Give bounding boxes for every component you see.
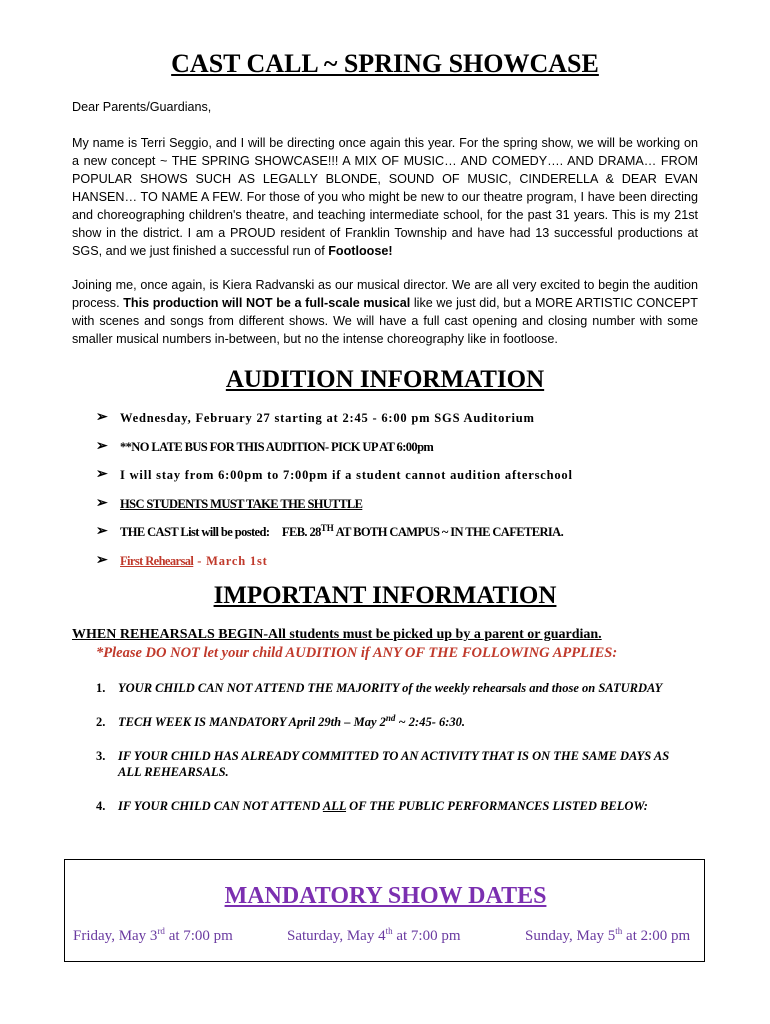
list-item: 4. IF YOUR CHILD CAN NOT ATTEND ALL OF THE PUBLIC PERFORMANCES LISTED BELOW:	[96, 799, 648, 813]
important-heading: IMPORTANT INFORMATION	[213, 582, 557, 609]
show-dates-box	[64, 859, 705, 962]
director-paragraph	[72, 276, 698, 348]
list-item: 2. TECH WEEK IS MANDATORY April 29th – May 2nd ~ 2:45- 6:30.	[96, 712, 466, 729]
list-item	[96, 410, 573, 439]
director-text-a: Joining me, once again, is Kiera Radvanski as our musical director. We are all very excited to begin the audition process.	[72, 278, 698, 310]
do-not-audition-warning: *Please DO NOT let your child AUDITION if ANY OF THE FOLLOWING APPLIES:	[96, 645, 618, 661]
list-item: 1. YOUR CHILD CAN NOT ATTEND THE MAJORITY of the weekly rehearsals and those on SATURDAY	[96, 681, 663, 695]
list-item	[96, 439, 573, 468]
list-item	[96, 467, 573, 496]
arrow-bullet-icon: ➢	[96, 467, 108, 482]
audition-heading: AUDITION INFORMATION	[225, 366, 545, 393]
arrow-bullet-icon: ➢	[96, 495, 108, 511]
list-item: 3. IF YOUR CHILD HAS ALREADY COMMITTED TO AN ACTIVITY THAT IS ON THE SAME DAYS AS ALL REHEARSALS.	[96, 749, 670, 779]
first-rehearsal: First Rehearsal - March 1st	[120, 553, 268, 568]
no-late-bus: **NO LATE BUS FOR THIS AUDITION- PICK UP AT 6:00pm	[120, 439, 434, 454]
arrow-bullet-icon: ➢	[96, 524, 108, 539]
shuttle-note: HSC STUDENTS MUST TAKE THE SHUTTLE	[120, 496, 363, 511]
audition-date: Wednesday, February 27 starting at 2:45 - 6:00 pm SGS Auditorium	[120, 411, 535, 425]
rehearsal-pickup-note: WHEN REHEARSALS BEGIN-All students must be picked up by a parent or guardian.	[72, 627, 602, 642]
show-date-sunday: Sunday, May 5th at 2:00 pm	[525, 926, 691, 944]
intro-paragraph	[72, 134, 698, 260]
show-date-friday: Friday, May 3rd at 7:00 pm	[73, 926, 233, 944]
list-item	[96, 496, 573, 525]
list-item	[96, 553, 573, 582]
footloose-bold: Footloose!	[328, 244, 393, 258]
arrow-bullet-icon: ➢	[96, 410, 108, 425]
stay-late-note: I will stay from 6:00pm to 7:00pm if a student cannot audition afterschool	[120, 468, 573, 482]
audition-list	[96, 410, 573, 581]
show-date-saturday: Saturday, May 4th at 7:00 pm	[287, 926, 461, 944]
conditions-list	[96, 680, 696, 814]
arrow-bullet-icon: ➢	[96, 438, 108, 454]
director-text-b: like we just did, but a MORE ARTISTIC CONCEPT with scenes and songs from different shows. We will have a full cast opening and closing number with some smaller musical numbers in-between, but no the intense choreography like in footloose.	[72, 296, 698, 346]
page-title: CAST CALL ~ SPRING SHOWCASE	[171, 49, 599, 78]
show-dates-heading: MANDATORY SHOW DATES	[224, 883, 547, 909]
greeting: Dear Parents/Guardians,	[72, 100, 212, 114]
cast-list-note: THE CAST List will be posted: FEB. 28TH AT BOTH CAMPUS ~ IN THE CAFETERIA.	[120, 522, 564, 539]
arrow-bullet-icon: ➢	[96, 552, 108, 568]
list-item	[96, 524, 573, 553]
intro-text: My name is Terri Seggio, and I will be directing once again this year. For the spring show, we will be working on a new concept ~ THE SPRING SHOWCASE!!! A MIX OF MUSIC… AND COMEDY…. AND DRAMA… FROM POPULAR SHOWS SUCH AS LEGALLY BLONDE, SOUND OF MUSIC, CINDERELLA & DEAR EVAN HANSEN… TO NAME A FEW. For those of you who might be new to our theatre program, I have been directing and choreographing children's theatre, and teaching intermediate school, for the past 31 years. This is my 21st show in the district. I am a PROUD resident of Franklin Township and have had 13 successful productions at SGS, and we just finished a successful run of	[72, 136, 698, 258]
production-note-bold: This production will NOT be a full-scale musical	[123, 296, 411, 310]
